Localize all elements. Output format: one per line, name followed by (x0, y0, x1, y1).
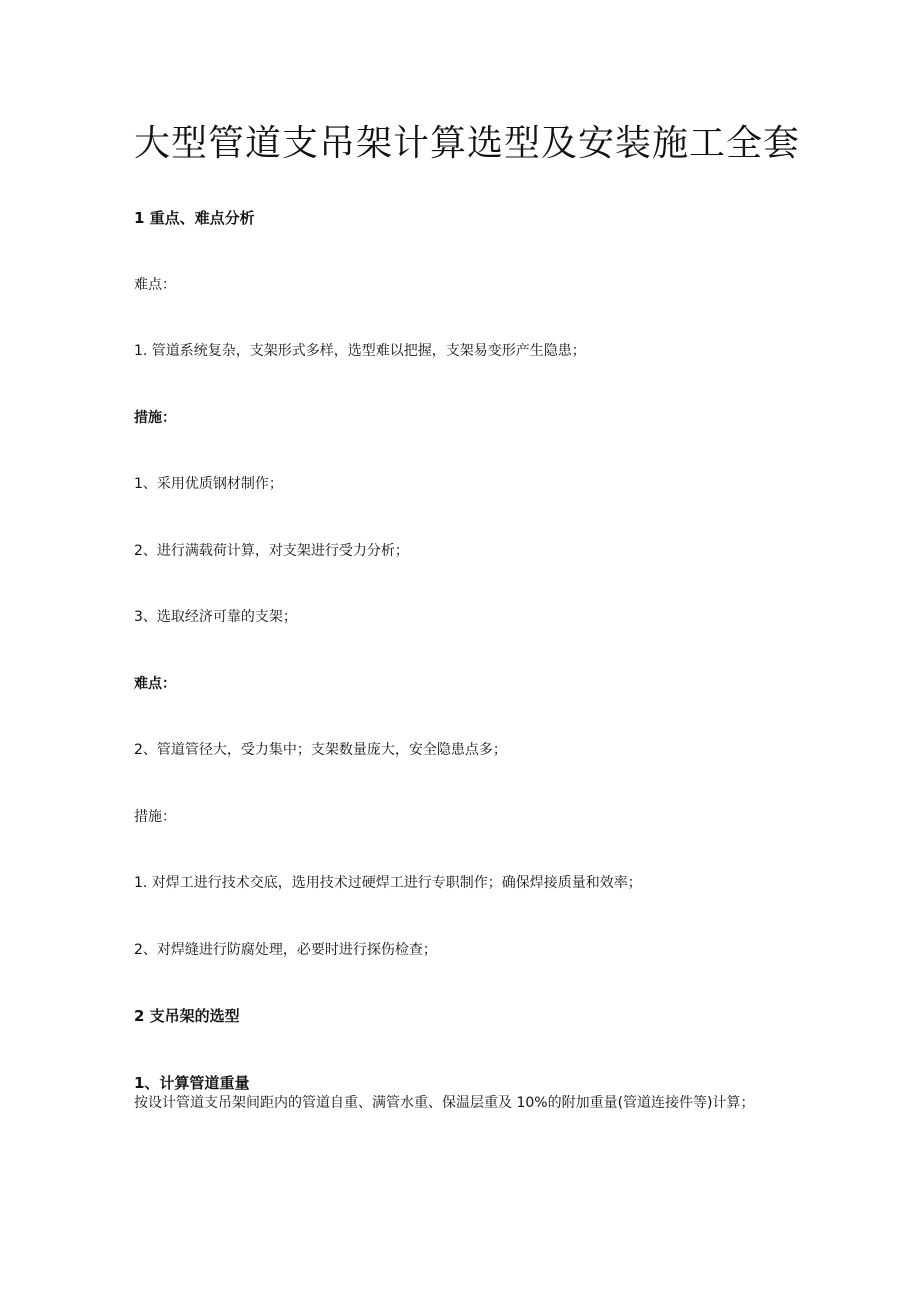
section-heading-key-difficulties: 1 重点、难点分析 (134, 209, 255, 227)
subsection-heading-pipe-weight: 1、计算管道重量 (134, 1074, 250, 1092)
measure-item: 2、进行满载荷计算，对支架进行受力分析； (134, 543, 409, 559)
difficulty-item: 1. 管道系统复杂，支架形式多样，选型难以把握，支架易变形产生隐患； (134, 343, 586, 359)
document-title: 大型管道支吊架计算选型及安装施工全套 (134, 123, 801, 164)
difficulty-item: 2、管道管径大，受力集中；支架数量庞大，安全隐患点多； (134, 742, 507, 758)
measure-item: 2、对焊缝进行防腐处理，必要时进行探伤检查； (134, 942, 437, 958)
measure-item: 3、选取经济可靠的支架； (134, 609, 297, 625)
measure-item: 1、采用优质钢材制作； (134, 476, 283, 492)
measures-label: 措施： (134, 809, 176, 825)
difficulty-label: 难点： (134, 277, 176, 293)
section-heading-support-selection: 2 支吊架的选型 (134, 1007, 240, 1025)
measure-item: 1. 对焊工进行技术交底，选用技术过硬焊工进行专职制作；确保焊接质量和效率； (134, 875, 642, 891)
pipe-weight-paragraph: 按设计管道支吊架间距内的管道自重、满管水重、保温层重及 10%的附加重量(管道连接件等)计算； (134, 1095, 755, 1111)
difficulty-label: 难点： (134, 676, 176, 692)
measures-label: 措施： (134, 410, 176, 426)
